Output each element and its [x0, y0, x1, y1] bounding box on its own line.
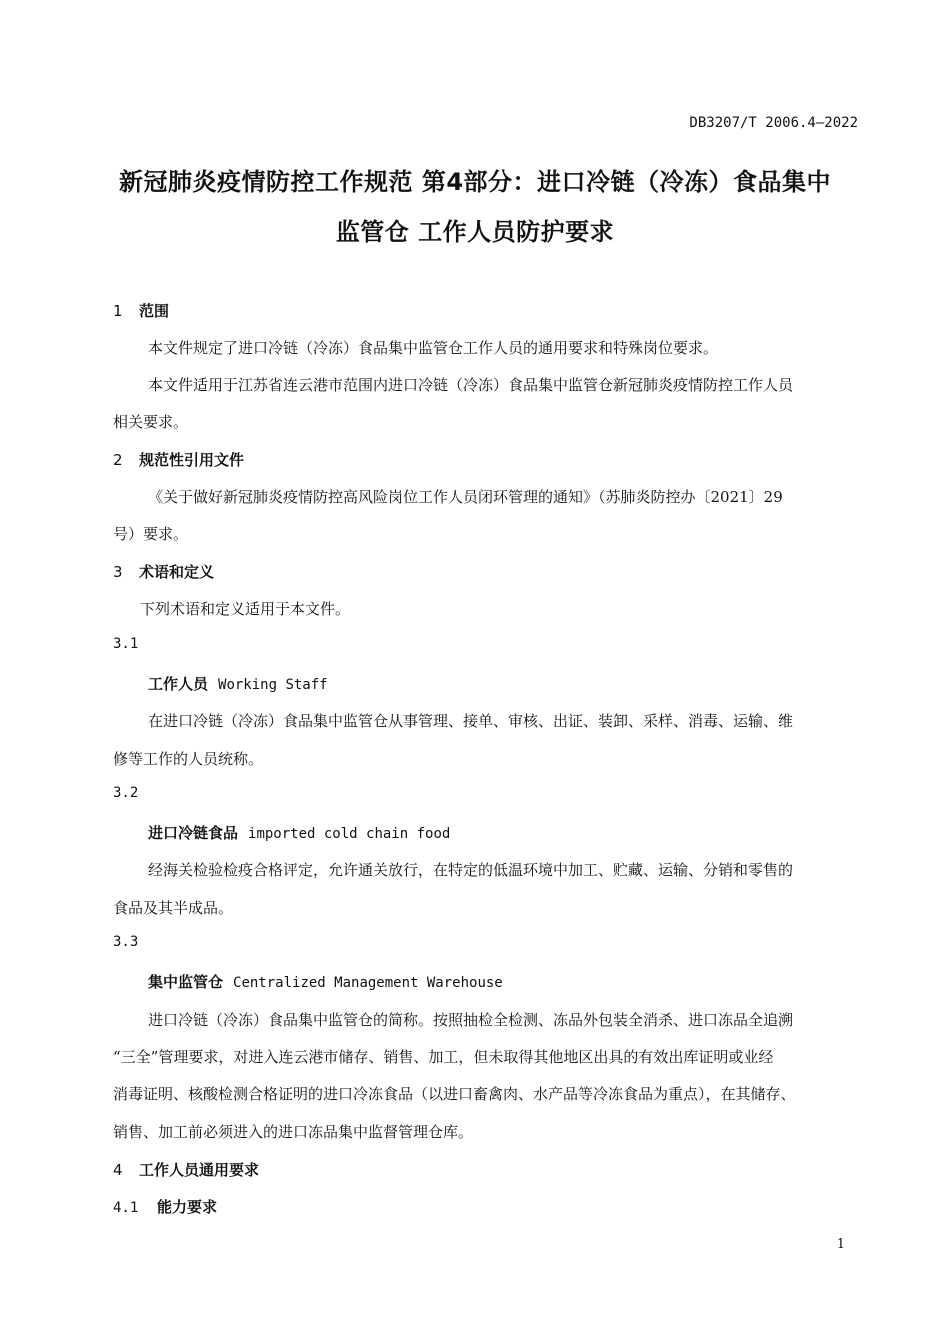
term-3-2-number: 3.2: [113, 785, 139, 801]
section-1-para-2-line-2: 相关要求。: [113, 413, 189, 431]
term-3-1-definition-line-1: 在进口冷链（冷冻）食品集中监管仓从事管理、接单、审核、出证、装卸、采样、消毒、运输、维: [148, 712, 794, 730]
standard-code: DB3207/T 2006.4—2022: [689, 115, 858, 131]
document-title-line-1: 新冠肺炎疫情防控工作规范 第4部分：进口冷链（冷冻）食品集中: [118, 168, 832, 196]
term-3-1-number: 3.1: [113, 636, 139, 652]
section-1-number: 1: [113, 302, 123, 320]
section-1-heading: [113, 300, 169, 321]
section-2-para-line-1: 《关于做好新冠肺炎疫情防控高风险岗位工作人员闭环管理的通知》（苏肺炎防控办〔2021〕29: [148, 488, 783, 506]
section-2-title: 规范性引用文件: [139, 451, 245, 469]
section-3-title: 术语和定义: [139, 563, 215, 581]
term-3-2-en: imported cold chain food: [248, 826, 451, 842]
term-3-3-en: Centralized Management Warehouse: [233, 975, 503, 991]
term-3-3-definition-line-4: 销售、加工前必须进入的进口冻品集中监督管理仓库。: [113, 1123, 474, 1141]
term-3-3-definition-line-2: “三全”管理要求，对进入连云港市储存、销售、加工，但未取得其他地区出具的有效出库证明或业经: [113, 1048, 774, 1066]
section-4-number: 4: [113, 1161, 123, 1179]
term-3-1-en: Working Staff: [218, 677, 328, 693]
term-3-3-number: 3.3: [113, 934, 139, 950]
term-3-3: [148, 971, 503, 992]
section-2-number: 2: [113, 451, 123, 469]
section-1-para-1: 本文件规定了进口冷链（冷冻）食品集中监管仓工作人员的通用要求和特殊岗位要求。: [148, 339, 719, 357]
section-4-1-heading: [113, 1196, 217, 1217]
section-4-1-number: 4.1: [113, 1200, 139, 1216]
term-3-3-zh: 集中监管仓: [148, 973, 224, 991]
section-1-para-2-line-1: 本文件适用于江苏省连云港市范围内进口冷链（冷冻）食品集中监管仓新冠肺炎疫情防控工作人员: [148, 376, 794, 394]
term-3-3-definition-line-3: 消毒证明、核酸检测合格证明的进口冷冻食品（以进口畜禽肉、水产品等冷冻食品为重点），在其储存、: [113, 1085, 796, 1103]
document-title-line-2: 监管仓 工作人员防护要求: [335, 218, 615, 246]
term-3-1-definition-line-2: 修等工作的人员统称。: [113, 750, 264, 768]
term-3-2-definition-line-1: 经海关检验检疫合格评定，允许通关放行，在特定的低温环境中加工、贮藏、运输、分销和零售的: [148, 861, 794, 879]
section-3-heading: [113, 561, 214, 582]
page-number: 1: [836, 1237, 845, 1252]
section-4-title: 工作人员通用要求: [139, 1161, 260, 1179]
term-3-1-zh: 工作人员: [148, 675, 209, 693]
section-4-1-title: 能力要求: [157, 1198, 218, 1216]
term-3-2: [148, 822, 450, 843]
term-3-2-definition-line-2: 食品及其半成品。: [113, 899, 234, 917]
section-4-heading: [113, 1159, 259, 1180]
term-3-3-definition-line-1: 进口冷链（冷冻）食品集中监管仓的简称。按照抽检全检测、冻品外包装全消杀、进口冻品全追溯: [148, 1011, 794, 1029]
section-3-number: 3: [113, 563, 123, 581]
term-3-2-zh: 进口冷链食品: [148, 824, 239, 842]
section-3-intro: 下列术语和定义适用于本文件。: [140, 600, 351, 618]
section-1-title: 范围: [139, 302, 170, 320]
term-3-1: [148, 673, 328, 694]
section-2-para-line-2: 号）要求。: [113, 525, 189, 543]
section-2-heading: [113, 449, 244, 470]
